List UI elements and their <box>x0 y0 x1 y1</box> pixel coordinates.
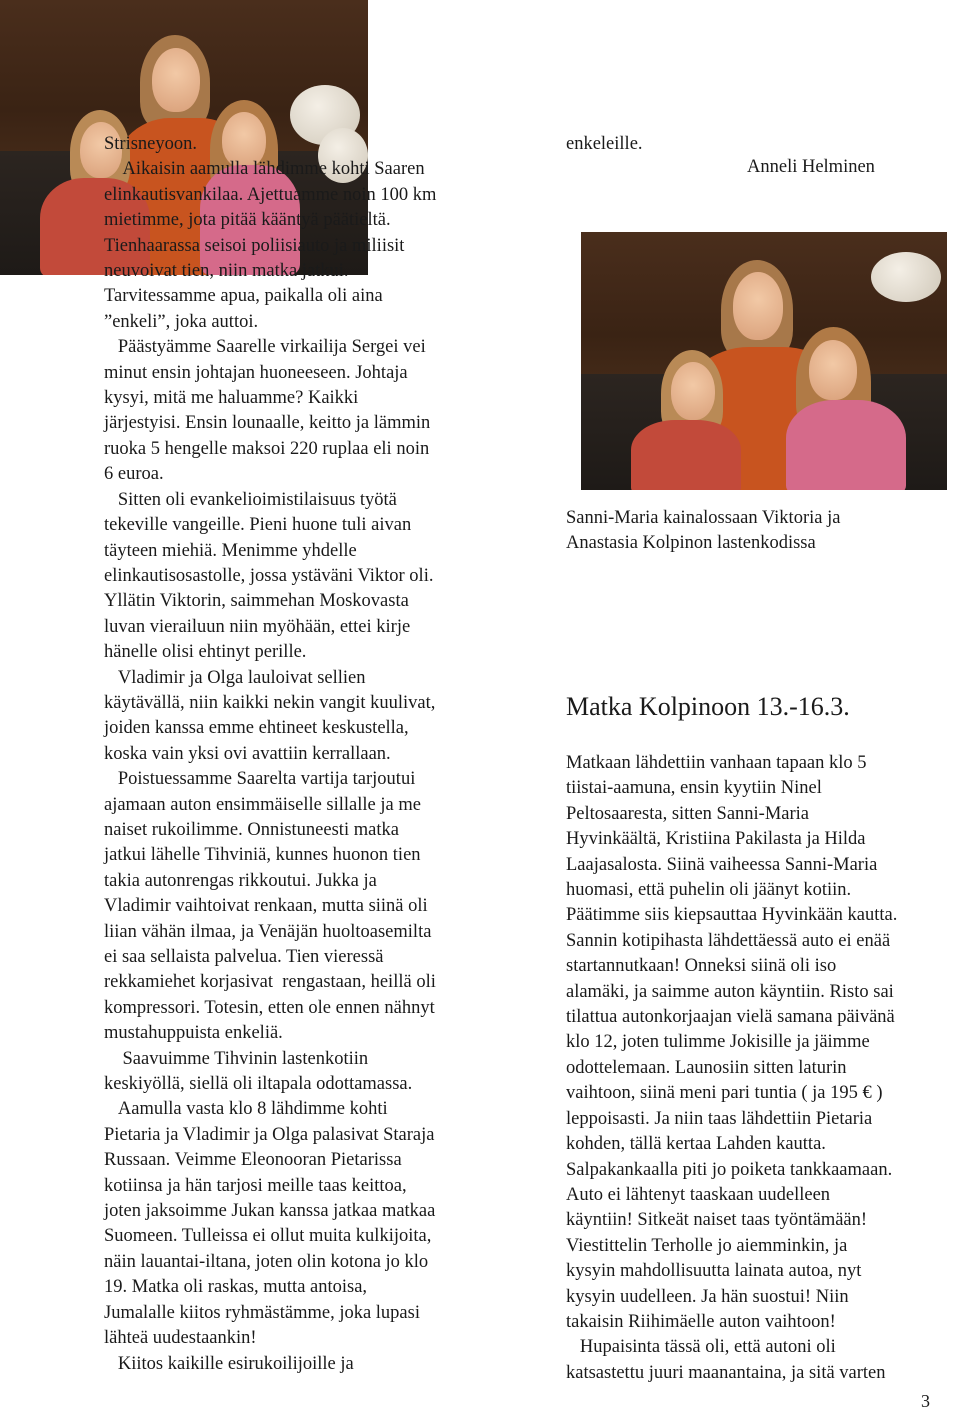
photo-caption: Sanni-Maria kainalossaan Viktoria ja Anastasia Kolpinon lastenkodissa <box>566 508 841 554</box>
article-continuation-text: enkeleille. <box>566 134 643 154</box>
author-signature: Anneli Helminen <box>747 157 875 177</box>
page-number: 3 <box>921 1391 930 1411</box>
article-right-column: Matkaan lähdettiin vanhaan tapaan klo 5 tiistai-aamuna, ensin kyytiin Ninel Peltosaaresta, sitten Sanni-Maria Hyvinkäältä, Kristiina Pakilasta ja Hilda Laajasalosta. Siinä vaiheessa Sanni-Maria huomasi, että puhelin oli jäänyt kotiin. Päätimme siis kiepsauttaa Hyvinkään kautta. Sannin kotipihasta lähdettäessä auto ei enää startannutkaan! Onneksi siinä oli iso alamäki, ja saimme auton käyntiin. Risto sai tilattua autonkorjaajan vielä samana päivänä klo 12, joten tulimme Jokisille ja jäimme odottelemaan. Launosiin sitten laturin vaihtoon, siinä meni pari tuntia ( ja 195 € ) leppoisasti. Ja niin taas lähdettiin Pietaria kohden, tällä kertaa Lahden kautta. Salpakankaalla piti jo poiketa tankkaamaan. Auto ei lähtenyt taaskaan uudelleen käyntiin! Sitkeät naiset taas työntämään! Viestittelin Terholle jo aiemminkin, ja kysyin mahdollisuutta lainata autoa, nyt kysyin uudelleen. Ja hän suostui! Niin takaisin Riihimäelle auton vaihtoon! Hupaisinta tässä oli, että autoni oli katsastettu juuri maanantaina, ja sitä varten <box>566 753 898 1383</box>
article-left-column: Strisneyoon. Aikaisin aamulla lähdimme kohti Saaren elinkautisvankilaa. Ajettuamme noin 100 km mietimme, jota pitää kääntyä päätieltä. Tienhaarassa seisoi poliisiauto ja miliisit neuvoivat tien, niin matka jatkui. Tarvitessamme apua, paikalla oli aina ”enkeli”, joka auttoi. Päästyämme Saarelle virkailija Sergei vei minut ensin johtajan huoneeseen. Johtaja kysyi, mitä me haluamme? Kaikki järjestyisi. Ensin lounaalle, keitto ja lämmin ruoka 5 hengelle maksoi 220 ruplaa eli noin 6 euroa. Sitten oli evankelioimistilaisuus työtä tekeville vangeille. Pieni huone tuli aivan täyteen miehiä. Menimme yhdelle elinkautisosastolle, jossa ystäväni Viktor oli. Yllätin Viktorin, saimmehan Moskovasta luvan vierailuun niin myöhään, ettei kirje hänelle olisi ehtinyt perille. Vladimir ja Olga lauloivat sellien käytävällä, niin kaikki nekin vangit kuulivat, joiden kanssa emme ehtineet keskustella, koska vain yksi ovi avattiin kerrallaan. Poistuessamme Saarelta vartija tarjoutui ajamaan auton ensimmäiselle sillalle ja me naiset rukoilimme. Onnistuneesti matka jatkui lähelle Tihviniä, kunnes huonon tien takia autonrengas rikkoutui. Jukka ja Vladimir vaihtoivat renkaan, mutta siinä oli liian vähän ilmaa, ja Venäjän huoltoasemilta ei saa sellaista palvelua. Tien vieressä rekkamiehet korjasivat rengastaan, heillä oli kompressori. Totesin, etten ole ennen nähnyt mustahuppuista enkeliä. Saavuimme Tihvinin lastenkotiin keskiyöllä, siellä oli iltapala odottamassa. Aamulla vasta klo 8 lähdimme kohti Pietaria ja Vladimir ja Olga palasivat Staraja Russaan. Veimme Eleonooran Pietarissa kotiinsa ja hän tarjosi meille taas keittoa, joten jaksoimme Jukan kanssa jatkaa matkaa Suomeen. Tulleissa ei ollut muita kulkijoita, näin lauantai-iltana, joten olin kotona jo klo 19. Matka oli raskas, mutta antoisa, Jumalalle kiitos ryhmästämme, joka lupasi lähteä uudestaankin! Kiitos kaikille esirukoilijoille ja <box>104 134 437 1374</box>
section-heading: Matka Kolpinoon 13.-16.3. <box>566 692 850 721</box>
photo-sanni-maria-with-children <box>581 232 947 490</box>
